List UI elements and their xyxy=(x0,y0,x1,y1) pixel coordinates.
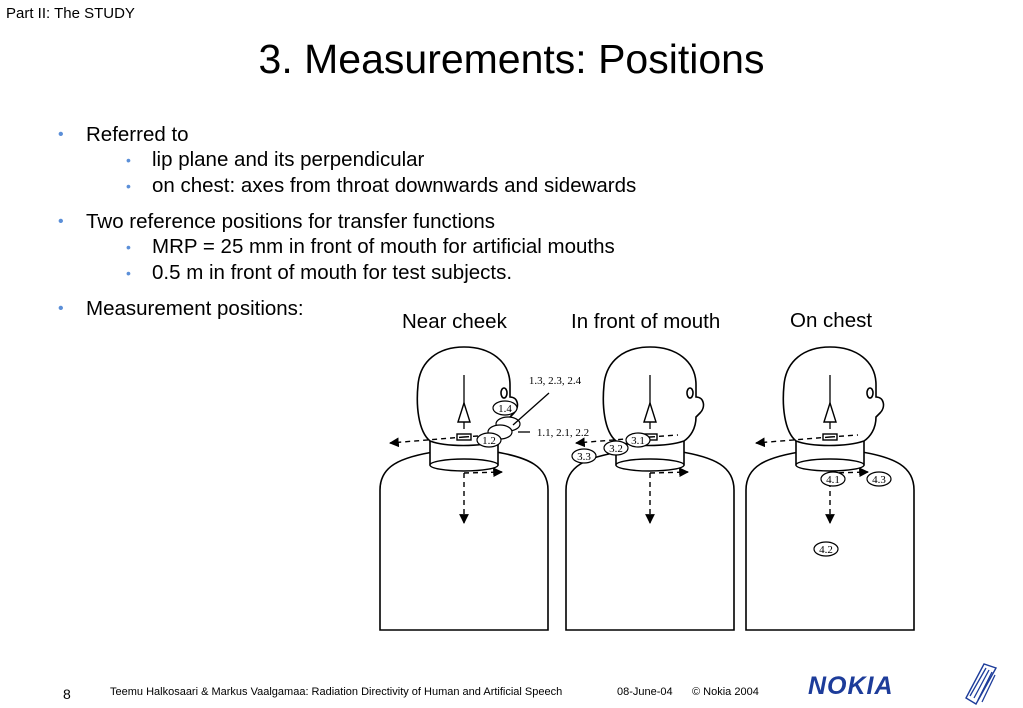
label-1-4: 1.4 xyxy=(498,403,512,415)
nokia-logo: NOKIA xyxy=(808,672,894,700)
caption-on-chest: On chest xyxy=(790,309,873,332)
label-4-1: 4.1 xyxy=(826,474,840,486)
section-label: Part II: The STUDY xyxy=(6,5,135,22)
caption-near-cheek: Near cheek xyxy=(402,310,507,333)
label-3-2: 3.2 xyxy=(609,443,623,455)
bullet-text: Two reference positions for transfer functions xyxy=(86,210,496,233)
mannequin-near-cheek xyxy=(380,347,548,630)
nokia-emblem-icon xyxy=(966,664,996,704)
bullet-dot-icon: • xyxy=(126,239,131,255)
label-4-3: 4.3 xyxy=(872,474,886,486)
bullet-dot-icon: • xyxy=(58,213,64,230)
label-4-2: 4.2 xyxy=(819,544,833,556)
slide-title: 3. Measurements: Positions xyxy=(258,36,765,82)
bullet-dot-icon: • xyxy=(126,152,131,168)
bullet-dot-icon: • xyxy=(126,265,131,281)
footer-date: 08-June-04 xyxy=(617,686,673,698)
bullet-dot-icon: • xyxy=(126,178,131,194)
sub-bullet-text: MRP = 25 mm in front of mouth for artificial mouths xyxy=(152,235,615,258)
sub-bullet-text: lip plane and its perpendicular xyxy=(152,148,425,171)
sub-bullet-text: on chest: axes from throat downwards and sidewards xyxy=(152,174,637,197)
footer-copyright: © Nokia 2004 xyxy=(692,686,759,698)
label-lower-group: 1.1, 2.1, 2.2 xyxy=(536,427,590,439)
caption-front-of-mouth: In front of mouth xyxy=(571,310,721,333)
label-3-1: 3.1 xyxy=(631,435,645,447)
sub-bullet-text: 0.5 m in front of mouth for test subjects. xyxy=(152,261,513,284)
label-1-2: 1.2 xyxy=(482,435,496,447)
mannequin-on-chest xyxy=(746,347,914,630)
bullet-dot-icon: • xyxy=(58,300,64,317)
label-3-3: 3.3 xyxy=(577,451,591,463)
footer-authors: Teemu Halkosaari & Markus Vaalgamaa: Radiation Directivity of Human and Artificial Speech xyxy=(110,686,563,698)
label-upper-group: 1.3, 2.3, 2.4 xyxy=(528,375,582,387)
bullet-dot-icon: • xyxy=(58,126,64,143)
bullet-text: Referred to xyxy=(86,123,189,146)
mannequin-front-of-mouth xyxy=(566,347,734,630)
bullet-text: Measurement positions: xyxy=(86,297,304,320)
page-number: 8 xyxy=(63,686,71,702)
